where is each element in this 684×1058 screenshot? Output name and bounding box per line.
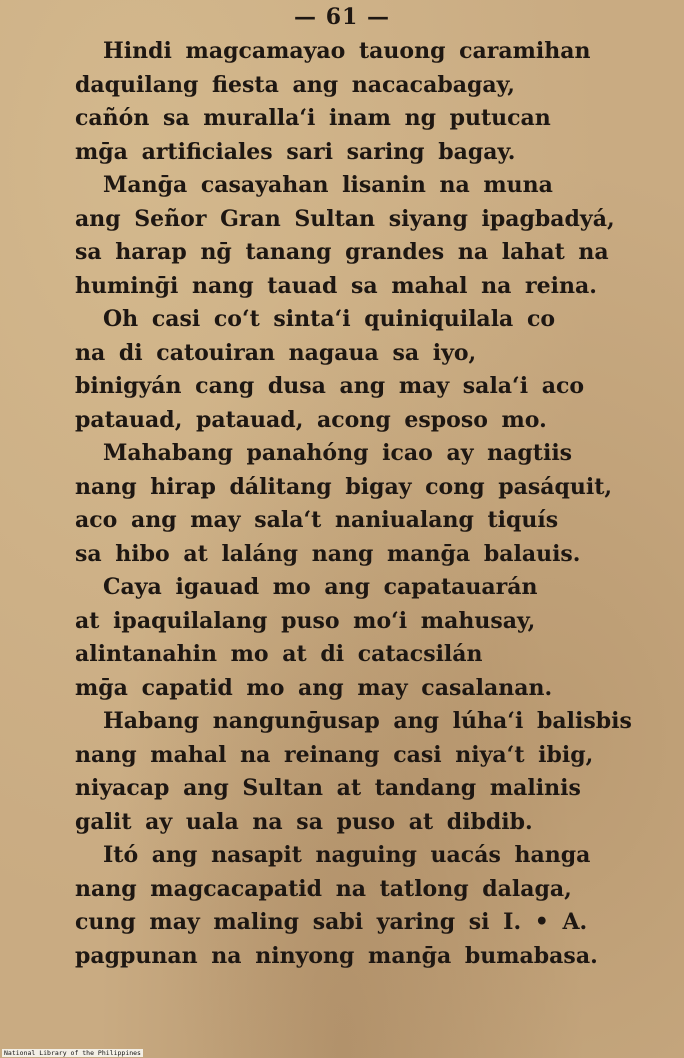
stanza bbox=[75, 705, 675, 839]
poem-line: Oh casi co‘t sinta‘i quiniquilala co bbox=[103, 306, 556, 332]
page-number: — 61 — bbox=[294, 4, 390, 30]
poem-line: mḡa capatid mo ang may casalanan. bbox=[75, 674, 553, 701]
poem-line: Caya igauad mo ang capatauarán bbox=[103, 574, 538, 600]
stanza bbox=[75, 571, 675, 705]
poem-line: Habang nangunḡusap ang lúha‘i balisbis bbox=[103, 708, 632, 734]
poem-line: cung may maling sabi yaring si I. • A. bbox=[75, 909, 588, 935]
poem-line: patauad, patauad, acong esposo mo. bbox=[75, 406, 547, 433]
stanza bbox=[75, 303, 675, 437]
poem-line: daquilang fiesta ang nacacabagay, bbox=[75, 71, 515, 98]
poem-line: nang mahal na reinang casi niya‘t ibig, bbox=[75, 741, 594, 768]
poem-line: sa harap nḡ tanang grandes na lahat na bbox=[75, 239, 609, 265]
poem-line: niyacap ang Sultan at tandang malinis bbox=[75, 775, 581, 801]
poem-line: alintanahin mo at di catacsilán bbox=[75, 641, 483, 667]
poem-line: binigyán cang dusa ang may sala‘i aco bbox=[75, 373, 585, 399]
poem-line: huminḡi nang tauad sa mahal na reina. bbox=[75, 272, 597, 299]
poem-line: Mahabang panahóng icao ay nagtiis bbox=[103, 440, 573, 466]
poem-line: mḡa artificiales sari saring bagay. bbox=[75, 138, 516, 165]
poem-line: cañón sa muralla‘i inam ng putucan bbox=[75, 105, 551, 131]
stanza bbox=[75, 35, 675, 169]
poem-line: aco ang may sala‘t naniualang tiquís bbox=[75, 507, 559, 533]
poem-line: nang hirap dálitang bigay cong pasáquit, bbox=[75, 473, 613, 500]
stanza bbox=[75, 437, 675, 571]
stanza bbox=[75, 169, 675, 303]
poem-line: pagpunan na ninyong manḡa bumabasa. bbox=[75, 942, 598, 969]
poem-line: ang Señor Gran Sultan siyang ipagbadyá, bbox=[75, 205, 615, 232]
poem-line: galit ay uala na sa puso at dibdib. bbox=[75, 808, 533, 835]
library-footer: National Library of the Philippines bbox=[4, 1049, 141, 1057]
stanza bbox=[75, 839, 675, 973]
poem-line: at ipaquilalang puso mo‘i mahusay, bbox=[75, 607, 536, 634]
poem-line: Hindi magcamayao tauong caramihan bbox=[103, 38, 591, 64]
poem-line: Itó ang nasapit naguing uacás hanga bbox=[103, 842, 591, 868]
poem-line: Manḡa casayahan lisanin na muna bbox=[103, 172, 553, 198]
poem-line: na di catouiran nagaua sa iyo, bbox=[75, 339, 477, 366]
poem-body bbox=[75, 35, 675, 973]
poem-line: nang magcacapatid na tatlong dalaga, bbox=[75, 875, 572, 902]
poem-line: sa hibo at laláng nang manḡa balauis. bbox=[75, 540, 581, 567]
